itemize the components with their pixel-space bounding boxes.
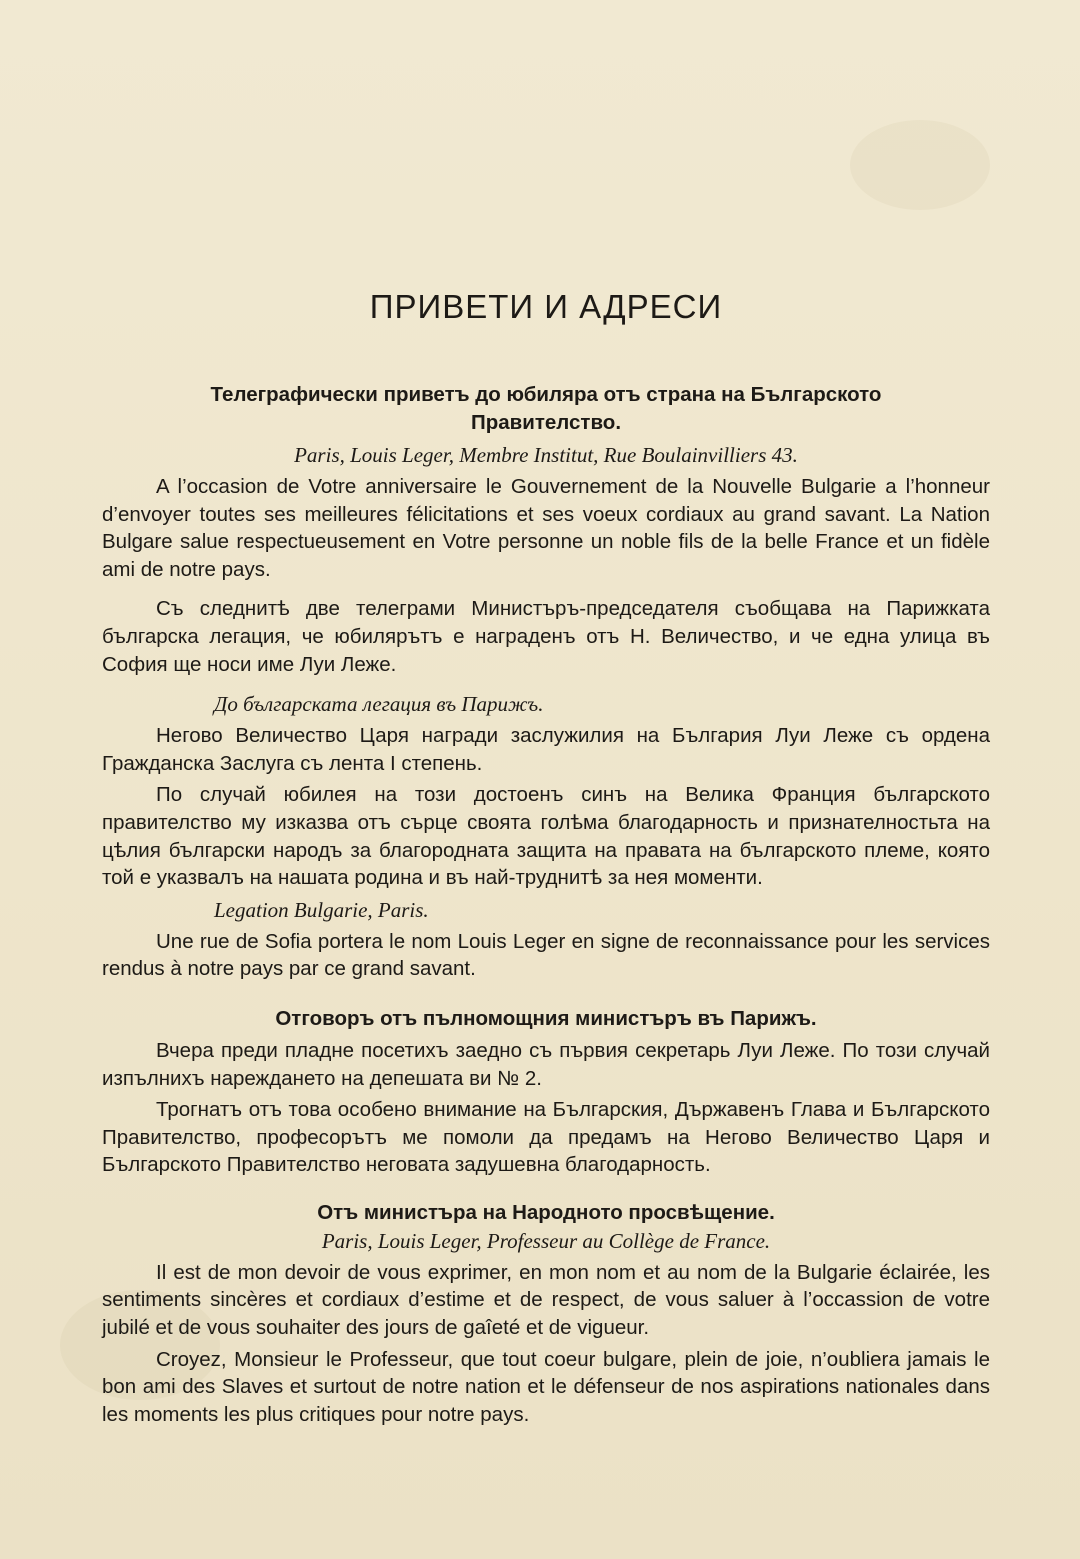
paragraph: A l’occasion de Votre anniversaire le Gouvernement de la Nouvelle Bulgarie a l’honneur d’envoyer toutes ses meilleures félicitations et ses voeux cordiaux au grand savant. La Nation Bulgare salue respectueusement en Votre personne un noble fils de la belle France et un fidèle ami de notre pays.	[102, 475, 990, 581]
paragraph: Негово Величество Царя награди заслужилия на България Луи Леже съ ордена Гражданска Заслуга съ лента I степень.	[102, 724, 990, 775]
paper-stain	[850, 120, 990, 210]
paragraph: Съ следнитѣ две телеграми Министъръ-председателя съобщава на Парижката българска легация, че юбилярътъ е награденъ отъ Н. Величество, и че една улица въ София ще носи име Луи Леже.	[102, 597, 990, 676]
section-heading-minister: Отъ министъра на Народното просвѣщение.	[317, 1200, 775, 1224]
telegram-address: Paris, Louis Leger, Professeur au Collège de France.	[321, 1228, 771, 1253]
paragraph: По случай юбилея на този достоенъ синъ на Велика Франция българското правителство му изказва отъ сърце своята голѣма благодарность и признателностьта на цѣлия български народъ за благородната защита на правата на българското племе, която той е указвалъ на нашата родина и въ най-труднитѣ за нея моменти.	[102, 783, 990, 890]
telegram-address: До българската легация въ Парижъ.	[214, 692, 544, 717]
section-heading-telegram: Телеграфически приветъ до юбиляра отъ страна на Българското Правителство.	[210, 383, 882, 434]
telegram-address: Paris, Louis Leger, Membre Institut, Rue Boulainvilliers 43.	[294, 443, 798, 467]
telegram-address: Legation Bulgarie, Paris.	[214, 897, 429, 922]
paragraph: Croyez, Monsieur le Professeur, que tout coeur bulgare, plein de joie, n’oubliera jamais le bon ami des Slaves et surtout de notre nation et le défenseur de nos aspirations nationales dans les moments les plus critiques pour notre pays.	[102, 1347, 990, 1426]
paragraph: Трогнатъ отъ това особено внимание на Българския, Държавенъ Глава и Българското Правителство, професорътъ ме помоли да предамъ на Негово Величество Царя и Българското Правителство неговата задушевна благодарность.	[102, 1098, 990, 1177]
paragraph: Une rue de Sofia portera le nom Louis Leger en signe de reconnaissance pour les services rendus à notre pays par ce grand savant.	[102, 929, 990, 981]
paragraph: Il est de mon devoir de vous exprimer, en mon nom et au nom de la Bulgarie éclairée, les sentiments sincères et cordiaux d’estime et de respect, de vous saluer à l’occassion de votre jubilé et de vous souhaiter des jours de gaîeté et de vigueur.	[102, 1260, 990, 1340]
page-title: ПРИВЕТИ И АДРЕСИ	[369, 288, 723, 325]
document-content	[102, 285, 990, 1428]
paragraph: Вчера преди пладне посетихъ заедно съ първия секретарь Луи Леже. По този случай изпълнихъ нарежданетo на депешата ви № 2.	[102, 1038, 990, 1090]
section-heading-reply: Отговоръ отъ пълномощния министъръ въ Парижъ.	[275, 1006, 817, 1030]
